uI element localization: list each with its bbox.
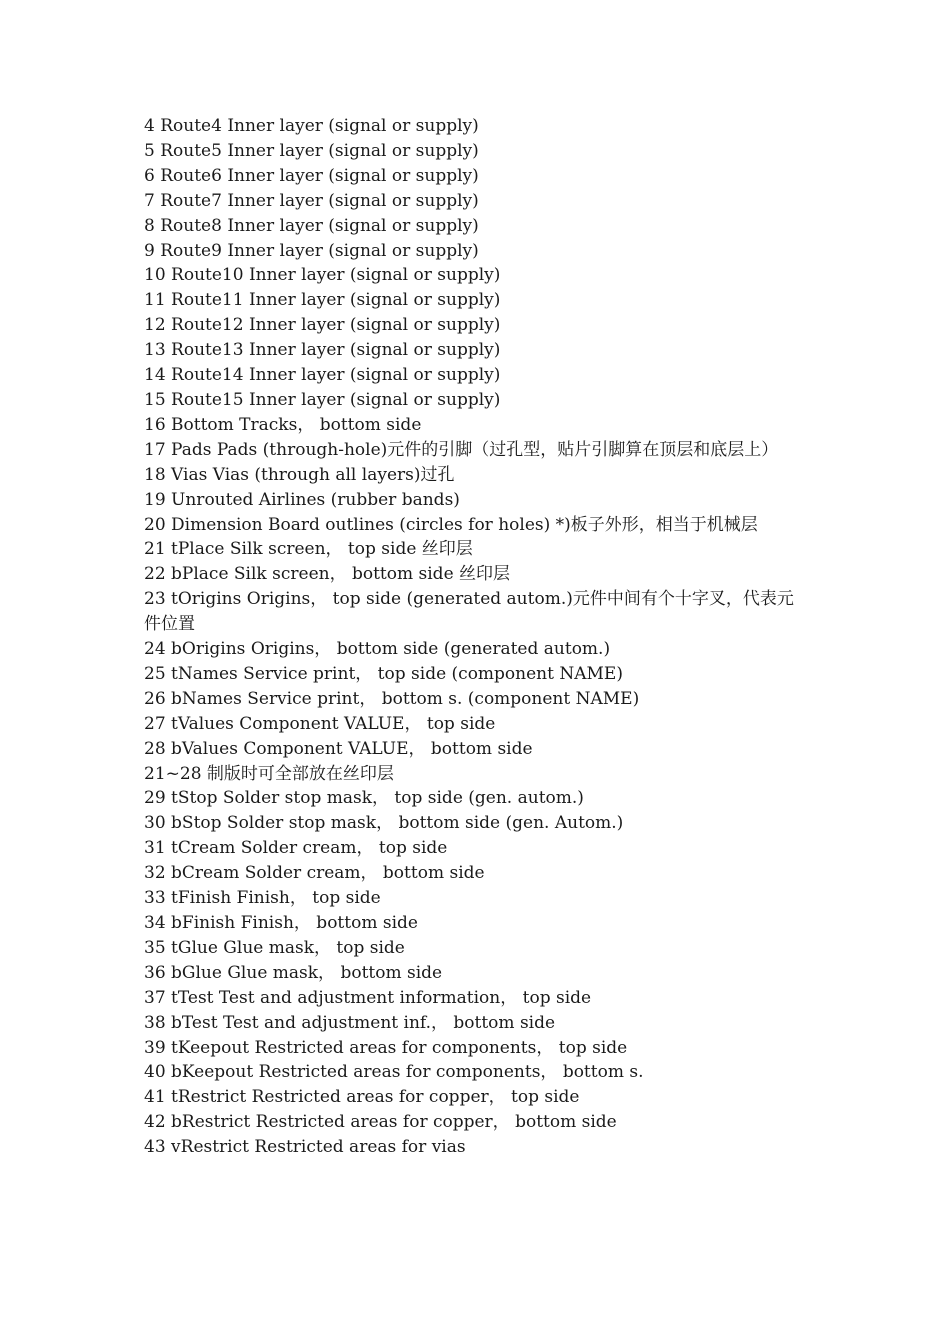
text-line: 38 bTest Test and adjustment inf.， bottom side xyxy=(144,1012,556,1033)
text-line: 7 Route7 Inner layer (signal or supply) xyxy=(144,190,479,211)
text-line: 18 Vias Vias (through all layers)过孔 xyxy=(144,464,455,485)
text-line: 8 Route8 Inner layer (signal or supply) xyxy=(144,215,479,236)
text-line: 21 tPlace Silk screen， top side 丝印层 xyxy=(144,539,473,560)
text-line: 40 bKeepout Restricted areas for components， bottom s. xyxy=(144,1062,644,1083)
text-line: 28 bValues Component VALUE， bottom side xyxy=(144,738,533,759)
text-line: 9 Route9 Inner layer (signal or supply) xyxy=(144,240,479,261)
text-line: 42 bRestrict Restricted areas for copper， bottom side xyxy=(144,1112,617,1133)
text-line: 16 Bottom Tracks， bottom side xyxy=(144,414,422,435)
text-line: 14 Route14 Inner layer (signal or supply) xyxy=(144,365,501,386)
text-line: 22 bPlace Silk screen， bottom side 丝印层 xyxy=(144,564,511,585)
text-line: 43 vRestrict Restricted areas for vias xyxy=(144,1137,466,1158)
text-line: 20 Dimension Board outlines (circles for holes) *)板子外形，相当于机械层 xyxy=(144,514,758,535)
text-line: 6 Route6 Inner layer (signal or supply) xyxy=(144,165,479,186)
text-line: 11 Route11 Inner layer (signal or supply) xyxy=(144,290,501,311)
text-line: 35 tGlue Glue mask， top side xyxy=(144,937,405,958)
text-line: 15 Route15 Inner layer (signal or supply) xyxy=(144,389,501,410)
text-line: 12 Route12 Inner layer (signal or supply) xyxy=(144,315,501,336)
text-line: 27 tValues Component VALUE， top side xyxy=(144,713,496,734)
text-line: 10 Route10 Inner layer (signal or supply) xyxy=(144,265,501,286)
text-line: 41 tRestrict Restricted areas for copper， top side xyxy=(144,1087,580,1108)
text-line: 5 Route5 Inner layer (signal or supply) xyxy=(144,140,479,161)
text-line: 25 tNames Service print， top side (component NAME) xyxy=(144,663,623,684)
text-line: 26 bNames Service print， bottom s. (component NAME) xyxy=(144,688,640,709)
text-line: 4 Route4 Inner layer (signal or supply) xyxy=(144,116,479,136)
text-line: 34 bFinish Finish， bottom side xyxy=(144,913,418,933)
text-line: 33 tFinish Finish， top side xyxy=(144,888,381,909)
text-line: 17 Pads Pads (through-hole)元件的引脚（过孔型，贴片引脚算在顶层和底层上） xyxy=(144,439,779,460)
layer-list xyxy=(144,114,810,1160)
text-line: 30 bStop Solder stop mask， bottom side (gen. Autom.) xyxy=(144,813,624,834)
text-line: 23 tOrigins Origins， top side (generated autom.)元件中间有个十字叉，代表元件位置 xyxy=(144,589,794,635)
text-line: 19 Unrouted Airlines (rubber bands) xyxy=(144,489,460,510)
text-line: 13 Route13 Inner layer (signal or supply) xyxy=(144,340,501,361)
text-line: 24 bOrigins Origins， bottom side (generated autom.) xyxy=(144,639,611,660)
text-line: 37 tTest Test and adjustment information， top side xyxy=(144,987,592,1008)
text-line: 32 bCream Solder cream， bottom side xyxy=(144,863,485,884)
text-line: 39 tKeepout Restricted areas for components， top side xyxy=(144,1037,628,1058)
text-line: 31 tCream Solder cream， top side xyxy=(144,838,448,859)
text-line: 21~28 制版时可全部放在丝印层 xyxy=(144,763,394,784)
text-line: 29 tStop Solder stop mask， top side (gen. autom.) xyxy=(144,788,584,809)
text-line: 36 bGlue Glue mask， bottom side xyxy=(144,962,443,983)
